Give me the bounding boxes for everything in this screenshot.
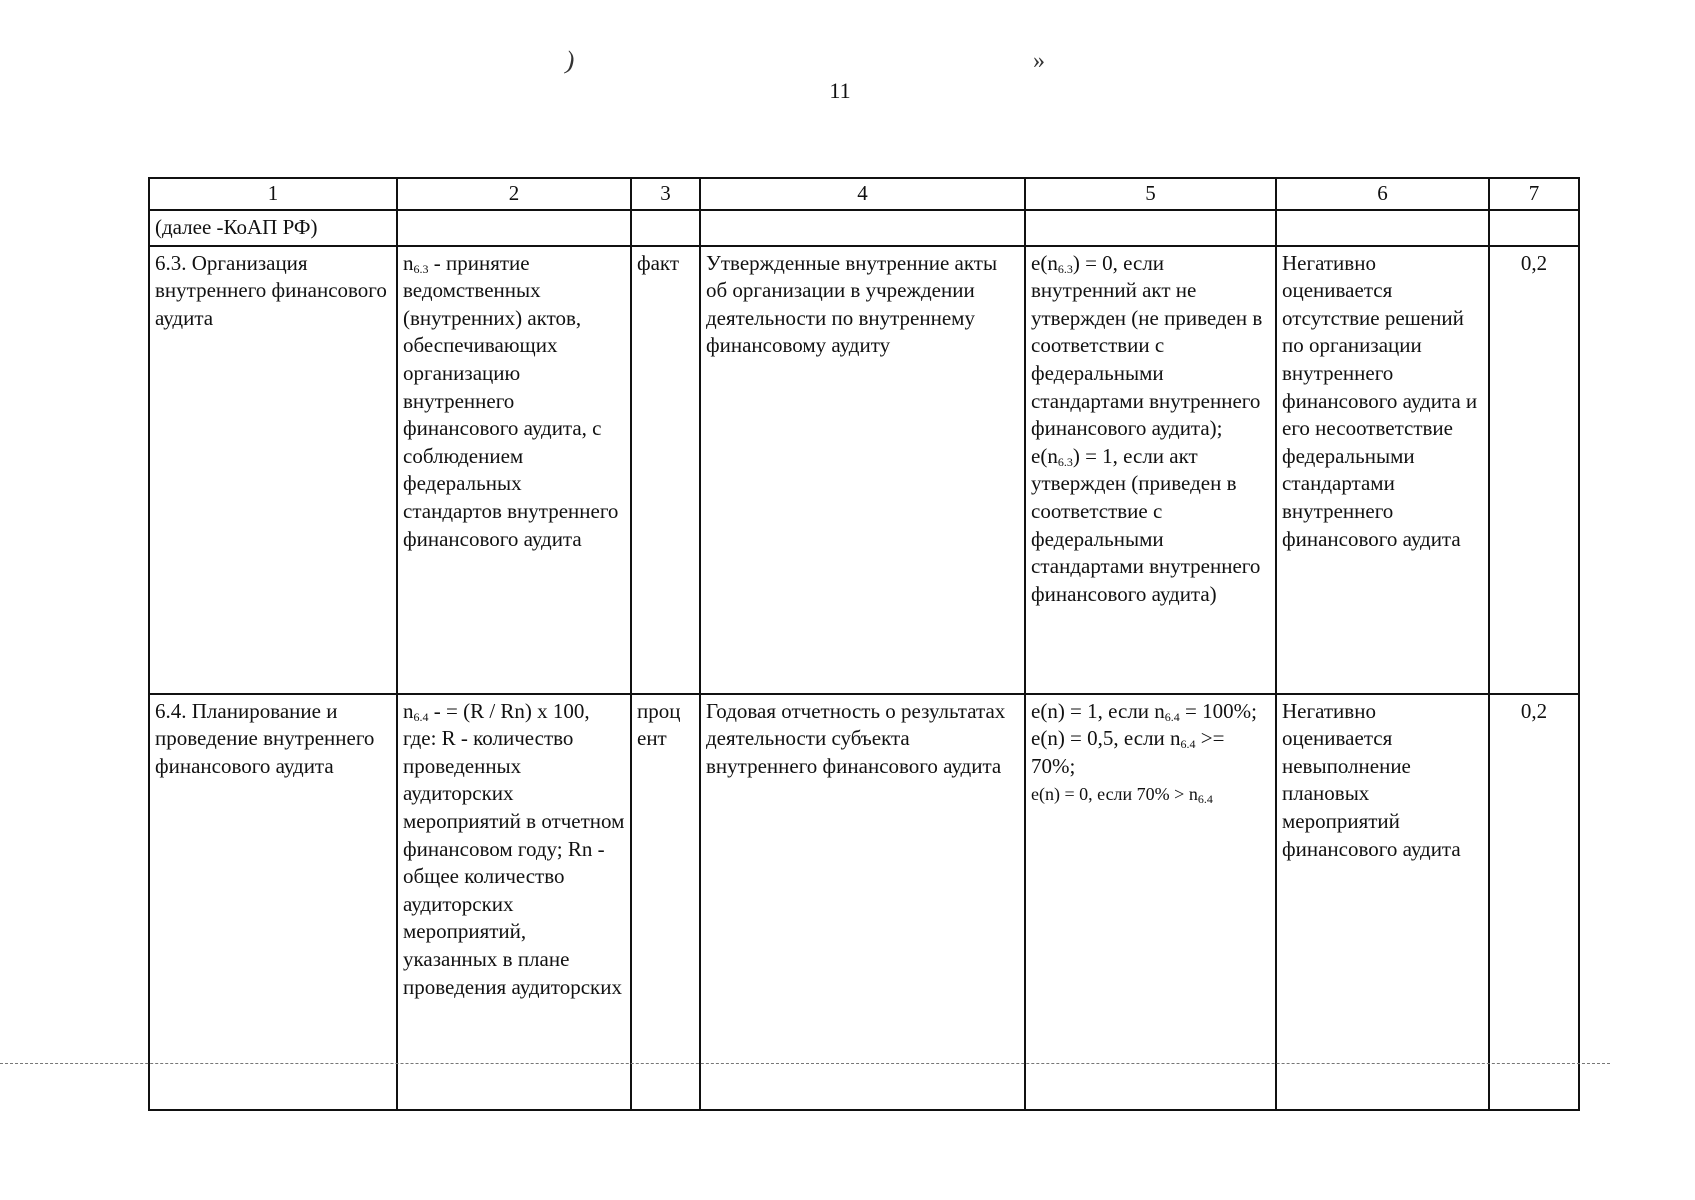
column-header: 3 <box>631 178 700 210</box>
cell-source: Утвержденные внутренние акты об организации в учреждении деятельности по внутреннему финансовому аудиту <box>700 246 1025 694</box>
scan-mark-right: » <box>1033 48 1045 74</box>
eval-b-sub: 6.3 <box>1057 454 1073 469</box>
table-row <box>149 246 1579 694</box>
column-header: 1 <box>149 178 397 210</box>
page-number: 11 <box>829 78 851 103</box>
cell-unit: проц ент <box>631 694 700 1110</box>
eval-a-post: ) = 0, если внутренний акт не утвержден (не приведен в соответствии с федеральными стандартами внутреннего финансового аудита); <box>1031 250 1263 441</box>
eval-b-post: ) = 1, если акт утвержден (приведен в соответствие с федеральными стандартами внутреннего финансового аудита) <box>1031 443 1261 606</box>
table-row <box>149 210 1579 246</box>
eval-a-sub: 6.3 <box>1057 261 1073 276</box>
column-header: 5 <box>1025 178 1276 210</box>
scan-mark-left: ) <box>563 45 578 76</box>
eval-b-sub: 6.4 <box>1180 737 1196 752</box>
column-header: 2 <box>397 178 631 210</box>
scan-artifact-line <box>0 1063 1610 1064</box>
eval-a-pre: e(n) = 1, если n <box>1031 698 1165 723</box>
formula-var: n <box>403 250 414 275</box>
table-row <box>149 694 1579 1110</box>
eval-b-pre: e(n <box>1031 443 1058 468</box>
cell-indicator: 6.3. Организация внутреннего финансового аудита <box>149 246 397 694</box>
formula-subscript: 6.4 <box>413 709 429 724</box>
eval-b-post: >= 70%; <box>1031 726 1225 778</box>
cell-formula <box>397 694 631 1110</box>
criteria-table <box>148 177 1580 1111</box>
empty-cell <box>1025 210 1276 246</box>
cell-indicator: 6.4. Планирование и проведение внутреннего финансового аудита <box>149 694 397 1110</box>
formula-subscript: 6.3 <box>413 261 429 276</box>
eval-b-pre: e(n) = 0,5, если n <box>1031 726 1181 751</box>
formula-text: - принятие ведомственных (внутренних) актов, обеспечивающих организацию внутреннего финансового аудита, с соблюдением федеральных стандартов внутреннего финансового аудита <box>403 250 619 551</box>
cell-comment: Негативно оценивается отсутствие решений по организации внутреннего финансового аудита и его несоответствие федеральными стандартами внутреннего финансового аудита <box>1276 246 1489 694</box>
cell-comment: Негативно оценивается невыполнение плановых мероприятий финансового аудита <box>1276 694 1489 1110</box>
cell-continuation: (далее -КоАП РФ) <box>149 210 397 246</box>
eval-a-sub: 6.4 <box>1164 709 1180 724</box>
column-header: 7 <box>1489 178 1579 210</box>
cell-evaluation <box>1025 246 1276 694</box>
empty-cell <box>1489 210 1579 246</box>
empty-cell <box>700 210 1025 246</box>
cell-evaluation <box>1025 694 1276 1110</box>
column-header: 4 <box>700 178 1025 210</box>
cell-formula <box>397 246 631 694</box>
eval-a-post: = 100%; <box>1179 698 1257 723</box>
cell-unit: факт <box>631 246 700 694</box>
empty-cell <box>631 210 700 246</box>
cell-weight: 0,2 <box>1489 246 1579 694</box>
formula-text: - = (R / Rn) x 100, где: R - количество проведенных аудиторских мероприятий в отчетном финансовом году; Rn - общее количество аудиторских мероприятий, указанных в плане проведения аудиторских <box>403 698 625 999</box>
empty-cell <box>1276 210 1489 246</box>
header-row <box>149 178 1579 210</box>
eval-c-pre: e(n) = 0, если 70% > n <box>1031 784 1198 805</box>
column-header: 6 <box>1276 178 1489 210</box>
eval-c-sub: 6.4 <box>1197 792 1213 807</box>
cell-weight: 0,2 <box>1489 694 1579 1110</box>
eval-a-pre: e(n <box>1031 250 1058 275</box>
formula-var: n <box>403 698 414 723</box>
cell-source: Годовая отчетность о результатах деятельности субъекта внутреннего финансового аудита <box>700 694 1025 1110</box>
empty-cell <box>397 210 631 246</box>
